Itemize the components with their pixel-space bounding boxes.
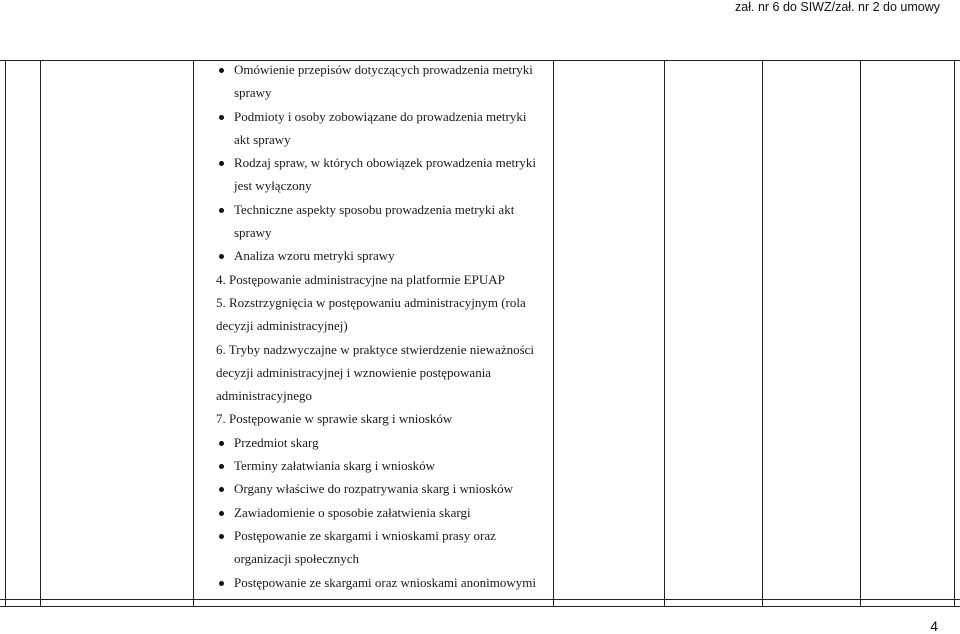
list-item-text: Zawiadomienie o sposobie załatwienia skargi xyxy=(234,504,471,520)
list-item-text: Omówienie przepisów dotyczących prowadzenia metryki xyxy=(234,62,533,77)
numbered-section-item xyxy=(196,268,550,291)
list-item-text: decyzji administracyjnej i wznowienie postępowania xyxy=(216,364,492,380)
table-bottom-border xyxy=(0,599,960,600)
table-column-divider xyxy=(954,60,955,607)
bullet-list-item xyxy=(196,454,550,477)
bullet-dot-icon xyxy=(219,511,224,516)
bullet-dot-icon xyxy=(219,534,224,539)
numbered-section-item xyxy=(196,407,550,430)
table-column-divider xyxy=(193,60,194,607)
bullet-list-item xyxy=(196,571,550,594)
bullet-dot-icon xyxy=(219,487,224,492)
list-item-text: sprawy xyxy=(234,225,272,241)
table-column-divider xyxy=(860,60,861,607)
table-bottom-border-secondary xyxy=(0,606,960,607)
list-item-text: organizacji społecznych xyxy=(234,551,360,567)
table-column-divider xyxy=(664,60,665,607)
table-column-divider xyxy=(762,60,763,607)
bullet-list-item xyxy=(196,198,550,221)
numbered-section-item xyxy=(196,291,550,314)
list-item-continuation xyxy=(196,314,550,337)
bullet-dot-icon xyxy=(219,115,224,120)
bullet-list-item xyxy=(196,477,550,500)
list-item-text: Analiza wzoru metryki sprawy xyxy=(234,248,395,264)
list-item-text: jest wyłączony xyxy=(234,178,312,194)
bullet-list-item xyxy=(196,501,550,524)
list-item-text: Terminy załatwiania skarg i wniosków xyxy=(234,458,436,474)
bullet-dot-icon xyxy=(219,254,224,259)
list-item-text: 5. Rozstrzygnięcia w postępowaniu administracyjnym (rola xyxy=(216,294,526,310)
bullet-dot-icon xyxy=(219,464,224,469)
bullet-list-item xyxy=(196,58,550,81)
list-item-text: Postępowanie ze skargami oraz wnioskami anonimowymi xyxy=(234,574,536,590)
bullet-dot-icon xyxy=(219,208,224,213)
bullet-dot-icon xyxy=(219,441,224,446)
bullet-dot-icon xyxy=(219,161,224,166)
table-column-divider xyxy=(5,60,6,607)
list-item-text: 4. Postępowanie administracyjne na platformie EPUAP xyxy=(216,271,505,287)
list-item-text: Organy właściwe do rozpatrywania skarg i wniosków xyxy=(234,481,513,497)
bullet-dot-icon xyxy=(219,68,224,73)
list-item-continuation xyxy=(196,221,550,244)
list-item-text: Podmioty i osoby zobowiązane do prowadzenia metryki xyxy=(234,108,527,124)
page-number: 4 xyxy=(930,618,938,634)
bullet-list-item xyxy=(196,151,550,174)
list-item-continuation xyxy=(196,174,550,197)
list-item-text: sprawy xyxy=(234,85,272,101)
list-item-text: Przedmiot skarg xyxy=(234,434,319,450)
list-item-text: 6. Tryby nadzwyczajne w praktyce stwierdzenie nieważności xyxy=(216,341,535,357)
bullet-list-item xyxy=(196,105,550,128)
list-item-text: 7. Postępowanie w sprawie skarg i wniosków xyxy=(216,411,453,427)
bullet-list-item xyxy=(196,244,550,267)
list-item-continuation xyxy=(196,384,550,407)
list-item-continuation xyxy=(196,128,550,151)
list-item-text: administracyjnego xyxy=(216,388,313,404)
numbered-section-item xyxy=(196,338,550,361)
table-column-divider xyxy=(40,60,41,607)
list-item-continuation xyxy=(196,361,550,384)
bullet-list-item xyxy=(196,431,550,454)
list-item-continuation xyxy=(196,81,550,104)
topic-list xyxy=(196,58,550,594)
list-item-text: Postępowanie ze skargami i wnioskami prasy oraz xyxy=(234,527,496,543)
bullet-list-item xyxy=(196,524,550,547)
document-header-note: zał. nr 6 do SIWZ/zał. nr 2 do umowy xyxy=(735,0,940,14)
list-item-text: Techniczne aspekty sposobu prowadzenia metryki akt xyxy=(234,201,515,217)
list-item-text: Rodzaj spraw, w których obowiązek prowadzenia metryki xyxy=(234,155,537,171)
table-column-divider xyxy=(553,60,554,607)
bullet-dot-icon xyxy=(219,581,224,586)
list-item-text: akt sprawy xyxy=(234,131,291,147)
list-item-text: decyzji administracyjnej) xyxy=(216,318,348,334)
list-item-continuation xyxy=(196,547,550,570)
